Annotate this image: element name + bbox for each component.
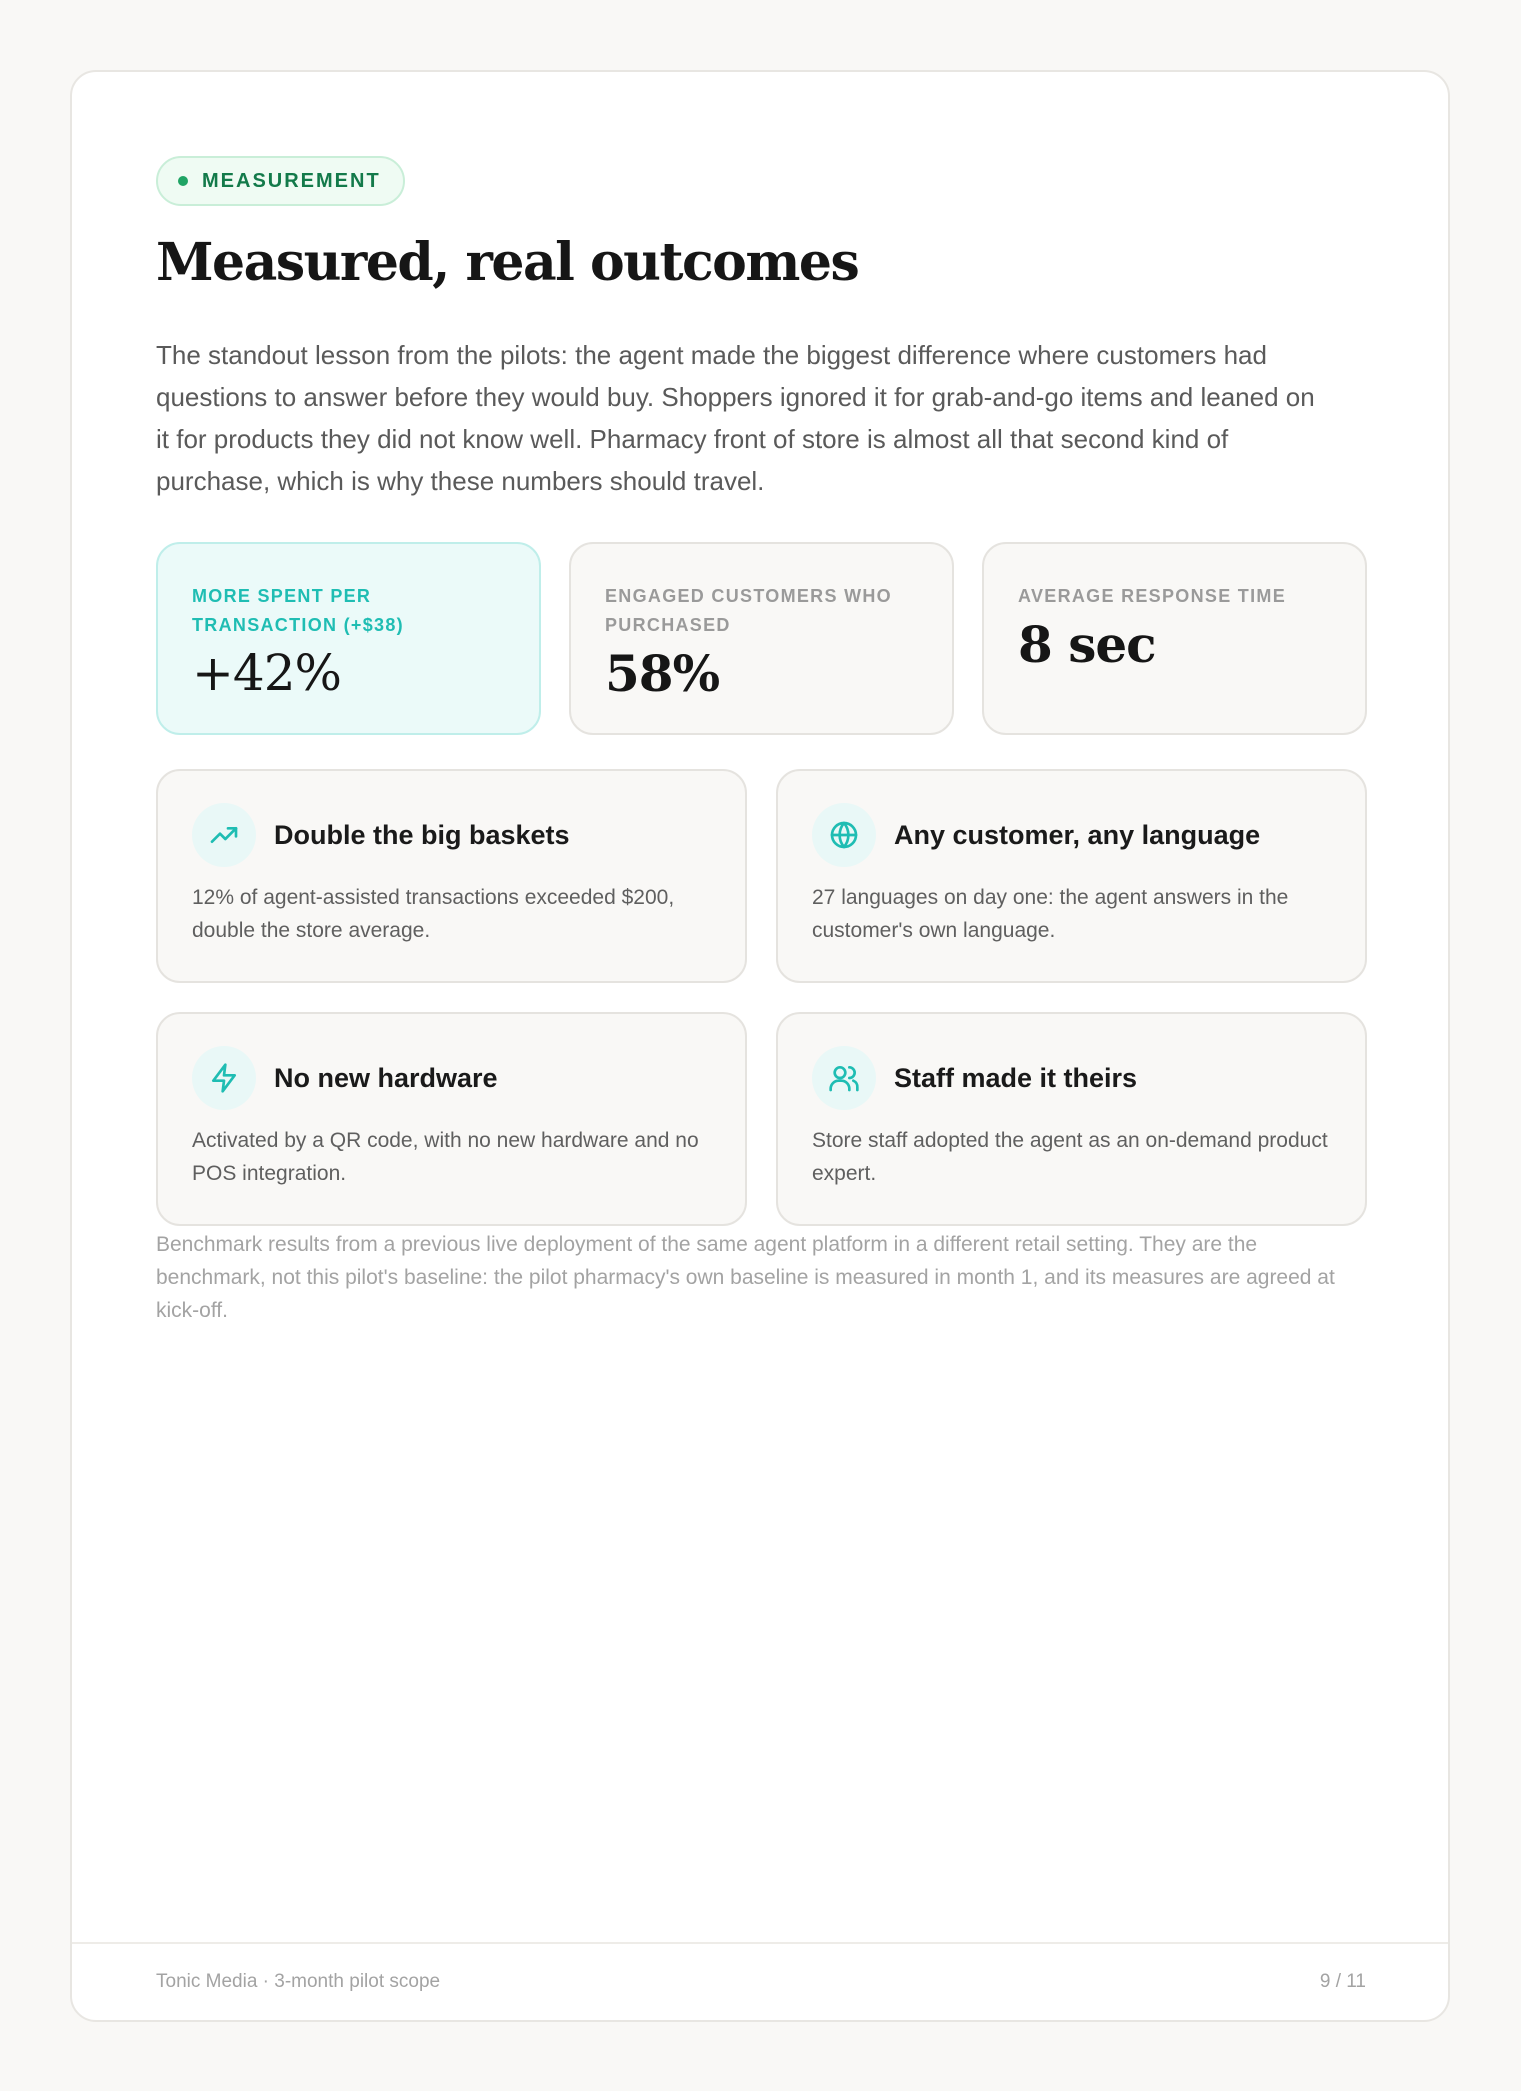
stats-row <box>156 542 1367 735</box>
globe-icon <box>812 803 876 867</box>
section-pill <box>156 156 405 206</box>
feature-grid <box>156 769 1367 1226</box>
feature-card-language <box>776 769 1367 983</box>
stat-label: AVERAGE RESPONSE TIME <box>1018 586 1287 607</box>
feature-description: Activated by a QR code, with no new hardware and no POS integration. <box>192 1129 699 1186</box>
stat-label: MORE SPENT PER TRANSACTION (+$38) <box>192 586 404 636</box>
lead-paragraph: The standout lesson from the pilots: the agent made the biggest difference where customers had questions to answer before they would buy. Shoppers ignored it for grab-and-go items and leaned on it for products they did not know well. Pharmacy front of store is almost all that second kind of purchase, which is why these numbers should travel. <box>156 340 1315 497</box>
stat-card-spend <box>156 542 541 735</box>
feature-title: Double the big baskets <box>274 819 570 850</box>
trending-up-icon <box>192 803 256 867</box>
feature-head <box>812 803 1331 867</box>
page-number: 9 / 11 <box>1319 1971 1366 1992</box>
stat-value: 8 sec <box>1018 615 1156 675</box>
users-icon <box>812 1046 876 1110</box>
stat-value: +42% <box>192 644 342 703</box>
footer-label: Tonic Media · 3-month pilot scope <box>156 1971 441 1992</box>
document-page <box>70 70 1450 2022</box>
stat-card-response-time <box>982 542 1367 735</box>
feature-title: No new hardware <box>274 1062 498 1093</box>
lightning-icon <box>192 1046 256 1110</box>
page-content <box>156 156 1367 1327</box>
feature-description: 27 languages on day one: the agent answers in the customer's own language. <box>812 886 1289 943</box>
page-footer <box>72 1942 1448 2020</box>
feature-title: Staff made it theirs <box>894 1062 1138 1093</box>
feature-head <box>192 1046 711 1110</box>
stat-label: ENGAGED CUSTOMERS WHO PURCHASED <box>605 586 892 636</box>
feature-title: Any customer, any language <box>894 819 1261 850</box>
stat-card-purchased <box>569 542 954 735</box>
page-title: Measured, real outcomes <box>156 232 859 293</box>
feature-description: 12% of agent-assisted transactions exceeded $200, double the store average. <box>192 886 675 943</box>
stat-value: 58% <box>605 644 720 704</box>
feature-head <box>812 1046 1331 1110</box>
feature-card-big-baskets <box>156 769 747 983</box>
footnote: Benchmark results from a previous live deployment of the same agent platform in a different retail setting. They are the benchmark, not this pilot's baseline: the pilot pharmacy's own baseline is measured in month 1, and its measures are agreed at kick-off. <box>156 1233 1335 1323</box>
feature-description: Store staff adopted the agent as an on-demand product expert. <box>812 1129 1328 1186</box>
pill-dot <box>178 176 188 186</box>
section-pill-label: MEASUREMENT <box>202 169 381 192</box>
feature-card-staff <box>776 1012 1367 1226</box>
feature-head <box>192 803 711 867</box>
feature-card-hardware <box>156 1012 747 1226</box>
